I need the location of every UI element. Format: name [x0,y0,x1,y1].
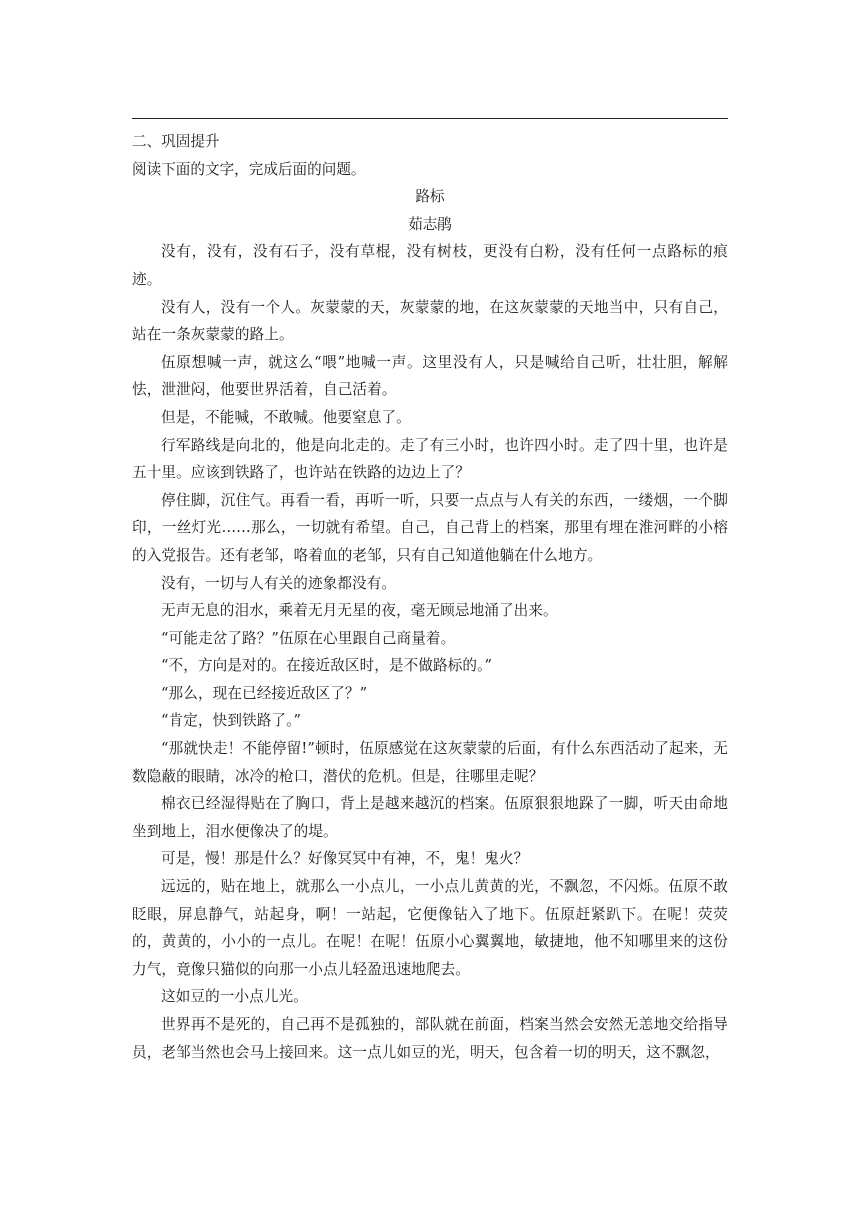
paragraph: 但是，不能喊，不敢喊。他要窒息了。 [161,408,411,426]
dialogue-line: “不，方向是对的。在接近敌区时，是不做路标的。” [161,657,493,675]
section-heading: 二、巩固提升 [132,133,220,150]
paragraph: 停住脚，沉住气。再看一看，再听一听，只要一点点与人有关的东西，一缕烟，一个脚印，一丝灯光……那么，一切就有希望。自己，自己背上的档案，那里有埋在淮河畔的小榕的入党报告。还有老邹，咯着血的老邹，只有自己知道他躺在什么地方。 [132,491,728,564]
paragraph: 远远的，贴在地上，就那么一小点儿，一小点儿黄黄的光，不飘忽，不闪烁。伍原不敢眨眼，屏息静气，站起身，啊！一站起，它便像钻入了地下。伍原赶紧趴下。在呢！荧荧的，黄黄的，小小的一点儿。在呢！在呢！伍原小心翼翼地，敏捷地，他不知哪里来的这份力气，竟像只猫似的向那一小点儿轻盈迅速地爬去。 [132,878,728,978]
article-author: 茹志鹃 [408,215,452,233]
dialogue-line: “可能走岔了路？”伍原在心里跟自己商量着。 [161,629,456,647]
paragraph: 无声无息的泪水，乘着无月无星的夜，毫无顾忌地涌了出来。 [161,602,558,620]
paragraph: 伍原想喊一声，就这么“喂”地喊一声。这里没有人，只是喊给自己听，壮壮胆，解解怯，泄泄闷，他要世界活着，自己活着。 [132,353,728,399]
paragraph: 世界再不是死的，自己再不是孤独的，部队就在前面，档案当然会安然无恙地交给指导员，老邹当然也会马上接回来。这一点儿如豆的光，明天，包含着一切的明天，这不飘忽， [132,1016,728,1061]
paragraph: “那就快走！不能停留!”顿时，伍原感觉在这灰蒙蒙的后面，有什么东西活动了起来，无数隐蔽的眼睛，冰冷的枪口，潜伏的危机。但是，往哪里走呢？ [132,740,728,785]
document-body [132,128,728,1066]
paragraph: 没有，没有，没有石子，没有草棍，没有树枝，更没有白粉，没有任何一点路标的痕迹。 [132,243,728,288]
reading-instruction: 阅读下面的文字，完成后面的问题。 [132,160,366,178]
article-title: 路标 [415,188,445,206]
paragraph: 没有，一切与人有关的迹象都没有。 [161,574,397,592]
paragraph: 行军路线是向北的，他是向北走的。走了有三小时，也许四小时。走了四十里，也许是五十里。应该到铁路了，也许站在铁路的边边上了？ [132,436,728,482]
paragraph: 可是，慢！那是什么？好像冥冥中有神，不，鬼！鬼火？ [161,850,529,868]
answer-blank-line [132,118,728,119]
dialogue-line: “那么，现在已经接近敌区了？” [161,684,368,702]
paragraph: 没有人，没有一个人。灰蒙蒙的天，灰蒙蒙的地，在这灰蒙蒙的天地当中，只有自己，站在一条灰蒙蒙的路上。 [132,298,728,344]
paragraph: 这如豆的一小点儿光。 [161,988,308,1006]
dialogue-line: “肯定，快到铁路了。” [161,712,302,730]
paragraph: 棉衣已经湿得贴在了胸口，背上是越来越沉的档案。伍原狠狠地跺了一脚，听天由命地坐到地上，泪水便像决了的堤。 [132,795,728,840]
